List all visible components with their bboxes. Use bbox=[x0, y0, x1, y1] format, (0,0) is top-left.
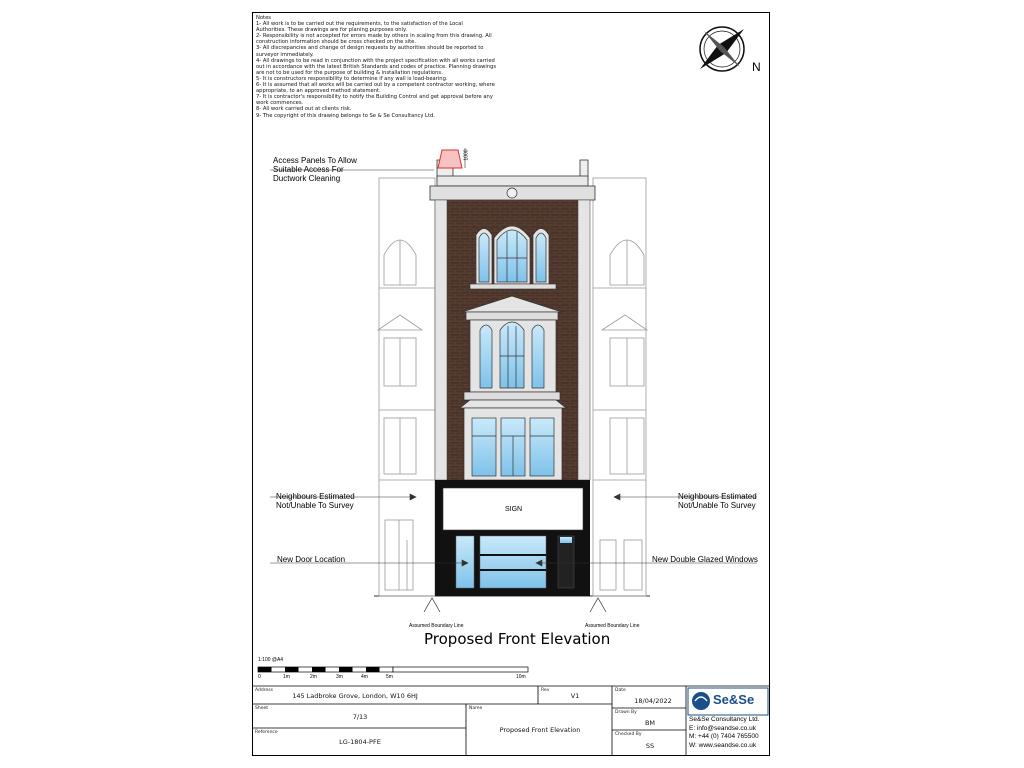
boundary-right-label: Assumed Boundary Line bbox=[585, 623, 640, 629]
note-line: 4- All drawings to be read in conjunction with the project specification with all works carried bbox=[256, 57, 495, 64]
drawn-by-value: BM bbox=[644, 719, 656, 727]
sheet-label: Sheet bbox=[255, 706, 269, 711]
checked-by-label: Checked By bbox=[615, 732, 642, 737]
new-door-label: New Door Location bbox=[277, 555, 346, 564]
drawn-by-label: Drawn By bbox=[615, 710, 637, 715]
sheet-value: 7/13 bbox=[352, 713, 368, 721]
left-neighbour-building bbox=[378, 178, 435, 596]
note-line: appropriate, to an approved method statement. bbox=[256, 88, 381, 95]
note-line: 2- Responsibility is not accepted for errors made by others in scaling from this drawing. All bbox=[256, 33, 492, 40]
note-line: are not to be used for the purpose of building & installation regulations. bbox=[256, 69, 443, 76]
note-line: out in accordance with the latest British Standards and codes of practice. Planning drawings bbox=[256, 63, 497, 70]
scale-tick: 10m bbox=[516, 674, 526, 680]
company-details: Se&Se Consultancy Ltd. E: info@seandse.co.uk M: +44 (0) 7404 765500 W: www.seandse.co.uk bbox=[689, 716, 760, 749]
shop-window bbox=[480, 536, 546, 588]
name-value: Proposed Front Elevation bbox=[499, 726, 581, 734]
address-label: Address bbox=[255, 688, 273, 693]
scale-label: 1:100 @A4 bbox=[258, 657, 284, 663]
new-windows-label: New Double Glazed Windows bbox=[652, 555, 758, 564]
north-compass-icon bbox=[700, 27, 744, 71]
checked-by-value: SS bbox=[645, 742, 655, 750]
note-line: work commences. bbox=[256, 100, 304, 107]
logo-text: Se&Se bbox=[713, 692, 755, 707]
note-line: 7- It is contractor's responsibility to notify the Building Control and get approval before any bbox=[256, 94, 493, 101]
note-line: 5- It is constructors responsibility to determine if any wall is load-bearing. bbox=[256, 75, 448, 82]
boundary-left-label: Assumed Boundary Line bbox=[409, 623, 464, 629]
date-value: 18/04/2022 bbox=[634, 697, 672, 705]
rev-value: V1 bbox=[570, 692, 580, 700]
dimension-label: 1000 bbox=[463, 149, 470, 161]
scale-tick: 5m bbox=[386, 674, 393, 680]
name-label: Name bbox=[469, 706, 483, 711]
note-line: 1- All work is to be carried out the requirements, to the satisfaction of the Local bbox=[256, 21, 463, 28]
elevation-title: Proposed Front Elevation bbox=[424, 630, 611, 648]
note-line: 6- It is assumed that all works will be carried out by a competent contractor working, where bbox=[256, 82, 495, 89]
right-neighbour-building bbox=[593, 178, 647, 596]
reference-value: LG-1804-PFE bbox=[339, 738, 381, 746]
scale-tick: 0 bbox=[258, 674, 261, 680]
note-line: 3- All discrepancies and change of design requests by authorities should be reported to bbox=[256, 45, 484, 52]
address-value: 145 Ladbroke Grove, London, W10 6HJ bbox=[292, 692, 418, 700]
note-line: surveyor immediately. bbox=[256, 51, 314, 58]
rev-label: Rev bbox=[541, 688, 550, 693]
scale-tick: 2m bbox=[310, 674, 317, 680]
scale-bar bbox=[258, 667, 528, 672]
scale-tick: 3m bbox=[336, 674, 343, 680]
north-label: N bbox=[752, 60, 761, 74]
note-line: 8- All work carried out at clients risk. bbox=[256, 106, 352, 113]
note-line: 9- The copyright of this drawing belongs to Se & Se Consultancy Ltd. bbox=[256, 112, 435, 119]
note-line: Authorities. These drawings are for planing purposes only. bbox=[256, 27, 407, 34]
access-panels-label: Access Panels To Allow Suitable Access For Ductwork Cleaning bbox=[273, 156, 357, 183]
reference-label: Reference bbox=[255, 730, 278, 735]
sign-text: SIGN bbox=[505, 506, 523, 513]
scale-tick: 1m bbox=[283, 674, 290, 680]
date-label: Date bbox=[615, 688, 626, 693]
notes-heading: Notes bbox=[256, 15, 271, 21]
main-building bbox=[430, 148, 595, 596]
neighbours-right-label: Neighbours Estimated Not/Unable To Survey bbox=[678, 492, 757, 510]
note-line: construction information should be cross checked on the site. bbox=[256, 39, 416, 46]
scale-tick: 4m bbox=[361, 674, 368, 680]
access-panel-icon bbox=[438, 150, 462, 168]
neighbours-left-label: Neighbours Estimated Not/Unable To Survey bbox=[276, 492, 355, 510]
